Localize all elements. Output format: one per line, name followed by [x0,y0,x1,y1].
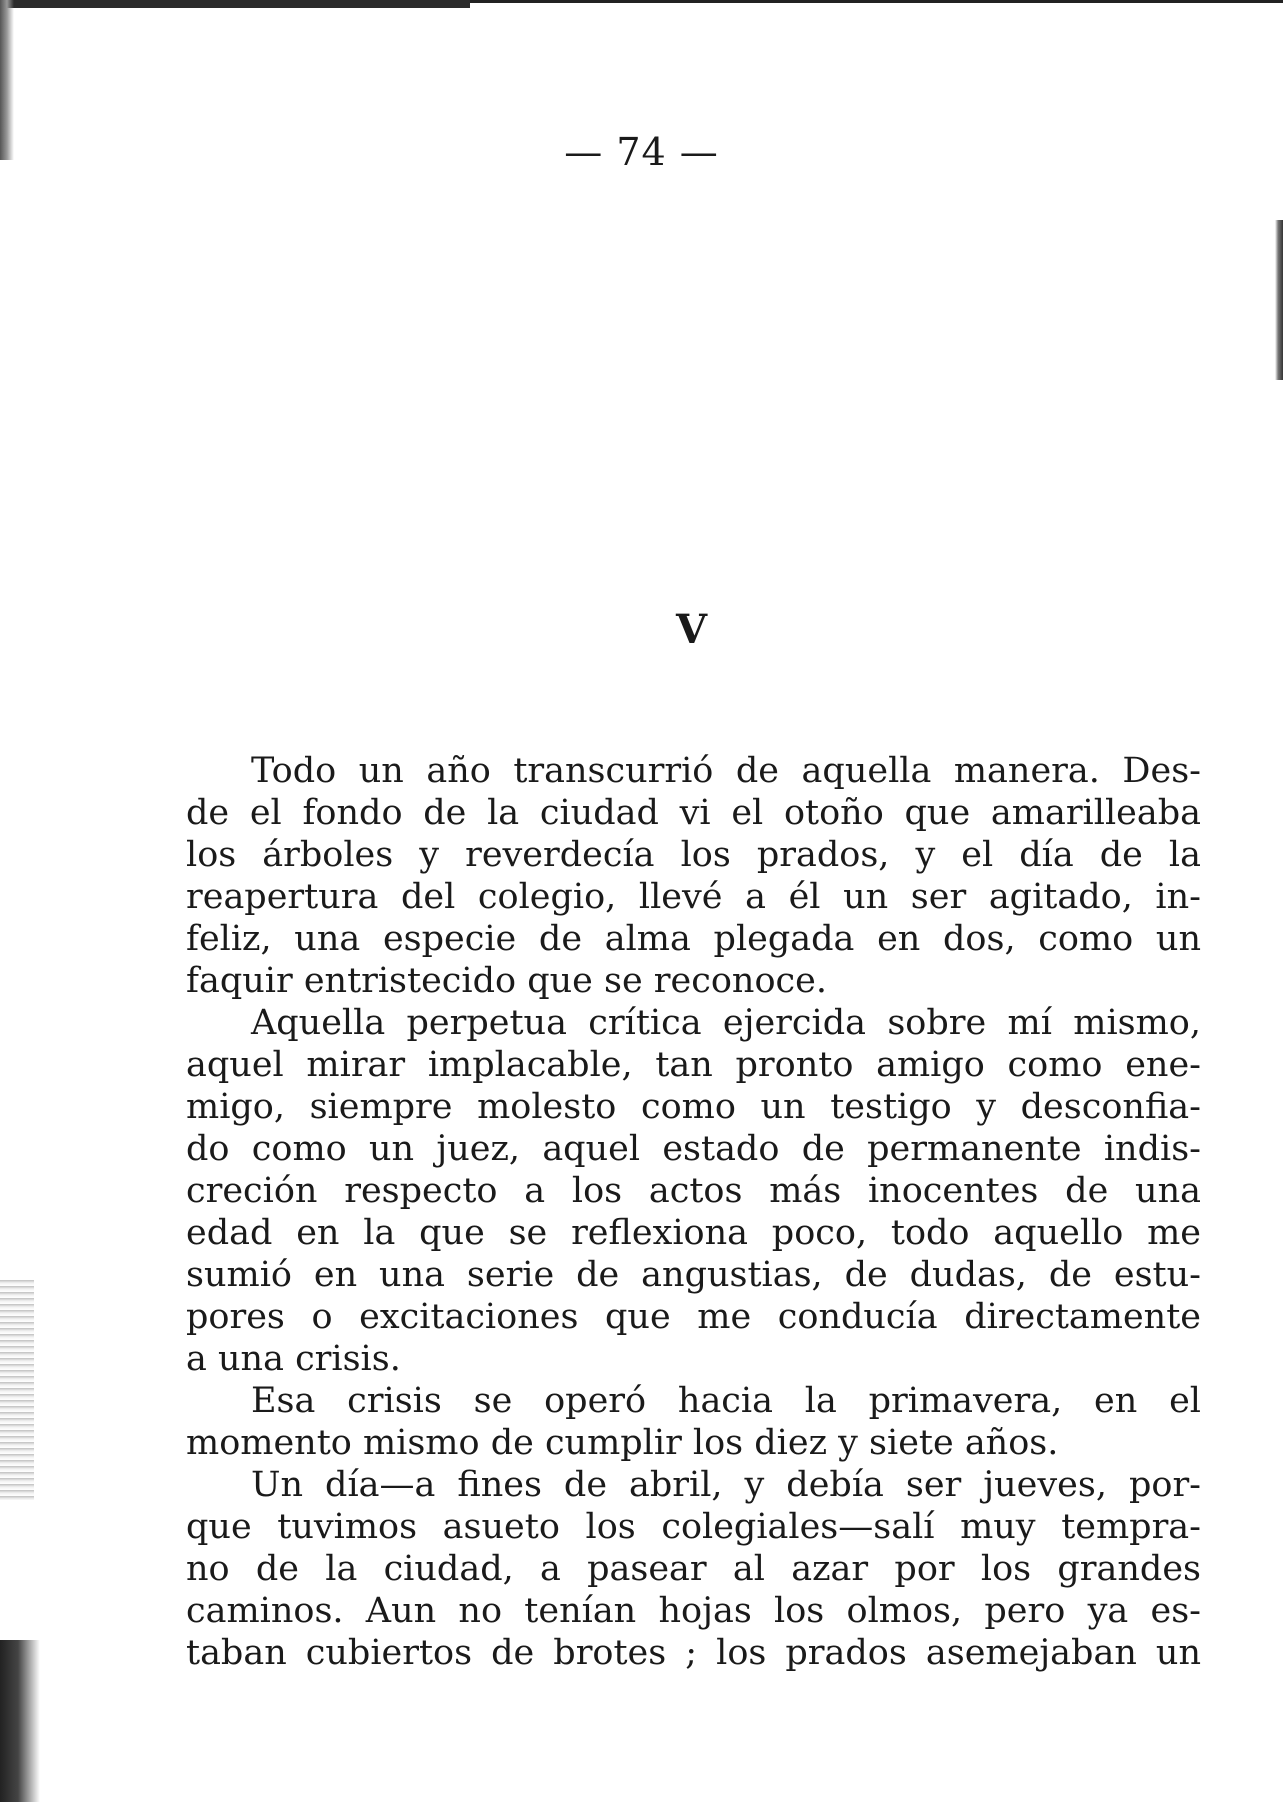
text-line: do como un juez, aquel estado de permanente indis- [186,1129,1201,1169]
text-line: de el fondo de la ciudad vi el otoño que amarilleaba [186,793,1201,833]
text-line: feliz, una especie de alma plegada en dos, como un [186,919,1201,959]
paragraph-2 [186,1002,1201,1380]
text-line: los árboles y reverdecía los prados, y el día de la [186,835,1201,875]
body-text [186,750,1201,1674]
text-line: taban cubiertos de brotes ; los prados asemejaban un [186,1633,1201,1673]
page-number: — 74 — [564,130,719,174]
chapter-heading: V [675,606,708,653]
paragraph-3 [186,1380,1201,1464]
text-line: a una crisis. [186,1339,401,1379]
paragraph-4 [186,1464,1201,1674]
scan-border-top [0,0,470,8]
scan-edge-right [1275,220,1283,380]
paragraph-1 [186,750,1201,1002]
text-line: que tuvimos asueto los colegiales—salí muy tempra- [186,1507,1201,1547]
text-line: Aquella perpetua crítica ejercida sobre mí mismo, [251,1003,1201,1043]
text-line: caminos. Aun no tenían hojas los olmos, pero ya es- [186,1591,1201,1631]
scan-edge-left-bottom [0,1640,40,1802]
text-line: Un día—a fines de abril, y debía ser jueves, por- [251,1465,1201,1505]
text-line: momento mismo de cumplir los diez y siete años. [186,1423,1059,1463]
text-line: edad en la que se reflexiona poco, todo aquello me [186,1213,1201,1253]
text-line: aquel mirar implacable, tan pronto amigo como ene- [186,1045,1201,1085]
text-line: sumió en una serie de angustias, de dudas, de estu- [186,1255,1201,1295]
scan-speckle-left [0,1280,34,1500]
text-line: no de la ciudad, a pasear al azar por los grandes [186,1549,1201,1589]
text-line: creción respecto a los actos más inocentes de una [186,1171,1201,1211]
text-line: faquir entristecido que se reconoce. [186,961,827,1001]
text-line: reapertura del colegio, llevé a él un ser agitado, in- [186,877,1201,917]
text-line: Esa crisis se operó hacia la primavera, en el [251,1381,1201,1421]
text-line: pores o excitaciones que me conducía directamente [186,1297,1201,1337]
scan-border-top-thin [470,0,1283,3]
text-line: migo, siempre molesto como un testigo y desconfia- [186,1087,1201,1127]
text-line: Todo un año transcurrió de aquella manera. Des- [251,751,1201,791]
